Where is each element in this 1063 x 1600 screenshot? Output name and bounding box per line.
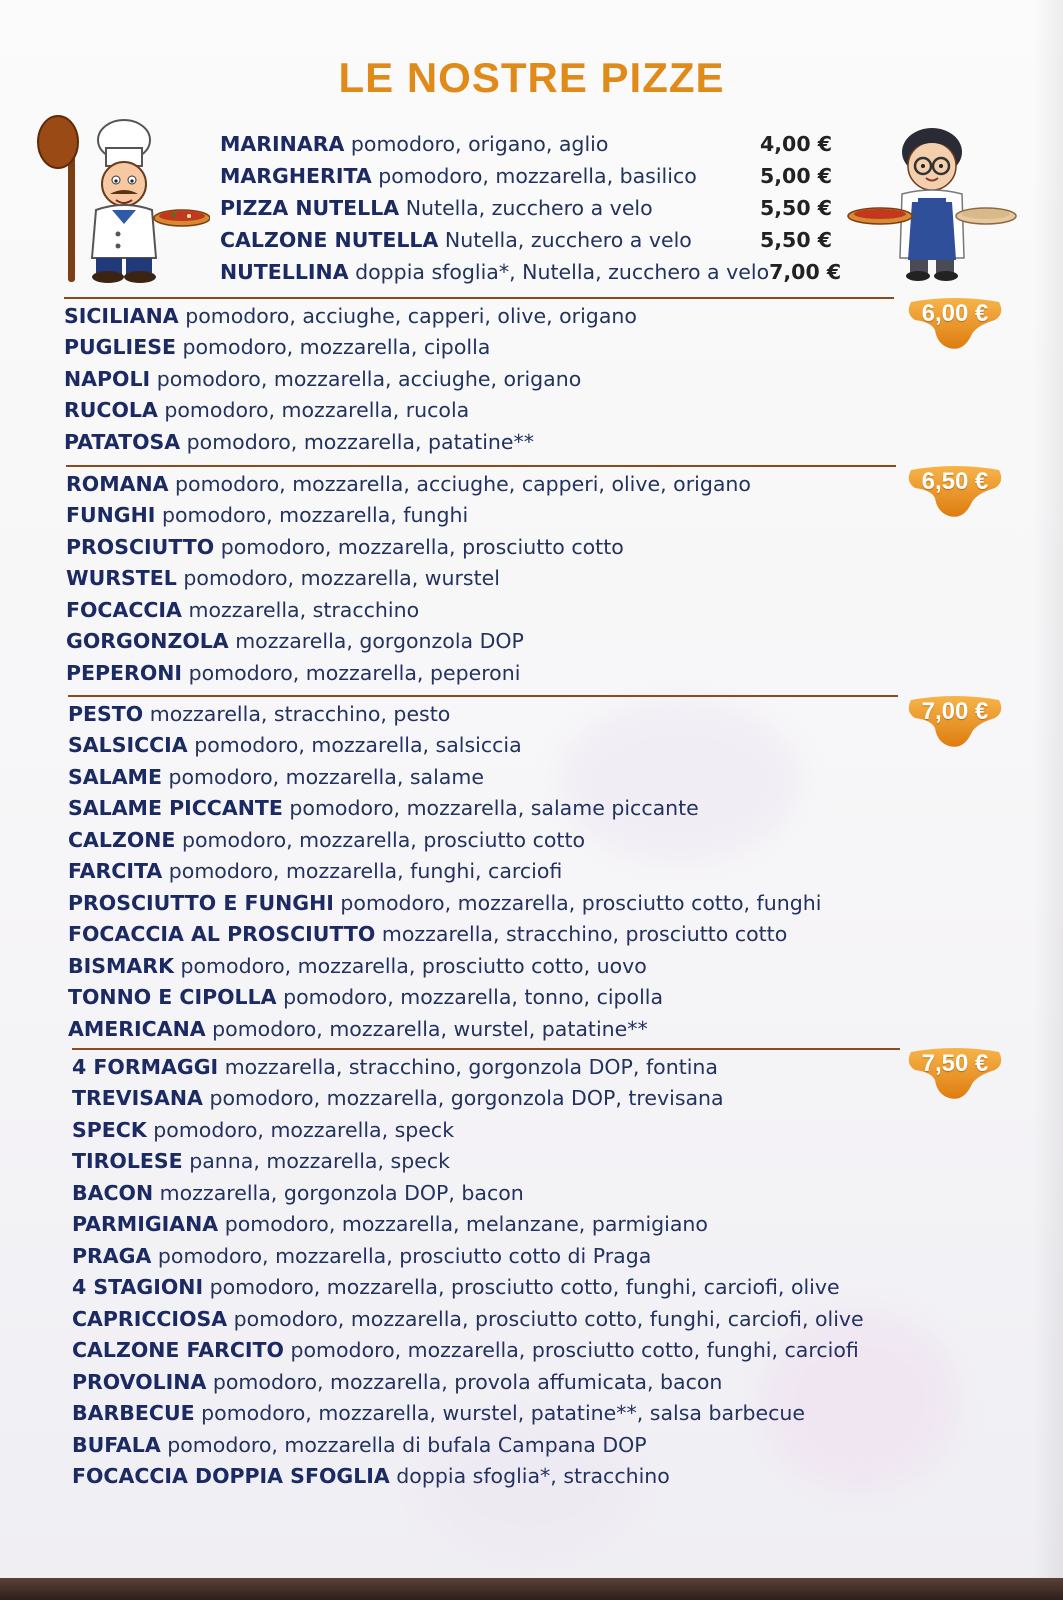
pizza-ingredients: mozzarella, gorgonzola DOP	[235, 629, 524, 653]
pizza-name: CALZONE FARCITO	[72, 1338, 284, 1362]
menu-item	[68, 824, 585, 855]
pizza-ingredients: pomodoro, mozzarella, gorgonzola DOP, trevisana	[209, 1086, 724, 1110]
menu-item	[72, 1177, 524, 1208]
pizza-name: FOCACCIA DOPPIA SFOGLIA	[72, 1464, 390, 1488]
pizza-ingredients: pomodoro, mozzarella, funghi, carciofi	[168, 859, 563, 883]
pizza-ingredients: pomodoro, mozzarella, salame	[168, 764, 484, 789]
pizza-name: SALAME	[68, 764, 162, 789]
item-price: 5,00 €	[760, 164, 832, 188]
pizza-name: NUTELLINA	[220, 260, 349, 284]
pizza-name: 4 FORMAGGI	[72, 1054, 219, 1079]
menu-item	[72, 1083, 724, 1114]
menu-item	[72, 1209, 708, 1240]
menu-item	[220, 256, 842, 288]
menu-item	[72, 1240, 651, 1271]
pizza-name: NAPOLI	[64, 366, 151, 391]
section-divider	[66, 465, 896, 467]
menu-item	[68, 887, 821, 918]
menu-item	[68, 919, 787, 950]
menu-item	[72, 1146, 450, 1177]
pizza-name: BARBECUE	[72, 1401, 195, 1425]
item-price: 5,50 €	[760, 196, 832, 220]
pizza-chef-icon	[34, 112, 210, 284]
menu-item	[66, 626, 524, 657]
pizza-ingredients: pomodoro, mozzarella, tonno, cipolla	[283, 985, 664, 1009]
menu-item	[68, 1013, 648, 1044]
price-badge	[905, 1046, 1005, 1102]
pizza-name: CALZONE	[68, 827, 176, 852]
menu-item	[64, 426, 534, 457]
price-badge	[905, 464, 1005, 520]
menu-item	[72, 1303, 864, 1334]
pizza-ingredients: pomodoro, acciughe, capperi, olive, origano	[185, 303, 637, 328]
pizza-ingredients: pomodoro, origano, aglio	[350, 132, 609, 156]
pizza-ingredients: pomodoro, mozzarella, wurstel	[183, 566, 500, 590]
menu-item	[72, 1051, 718, 1082]
pizza-ingredients: pomodoro, mozzarella, melanzane, parmigiano	[224, 1212, 708, 1236]
pizza-name: BISMARK	[68, 953, 174, 978]
menu-item	[64, 332, 490, 363]
item-price: 5,50 €	[760, 228, 832, 252]
pizza-name: SPECK	[72, 1117, 147, 1142]
menu-item	[68, 793, 699, 824]
pizza-ingredients: Nutella, zucchero a velo	[405, 196, 653, 220]
menu-item	[72, 1114, 454, 1145]
pizza-name: CAPRICCIOSA	[72, 1306, 228, 1331]
pizza-ingredients: pomodoro, mozzarella, acciughe, origano	[156, 366, 582, 391]
pizza-name: PESTO	[68, 701, 144, 726]
pizza-ingredients: pomodoro, mozzarella, prosciutto cotto, funghi	[340, 890, 822, 915]
menu-item	[72, 1335, 859, 1366]
pizza-ingredients: pomodoro, mozzarella, speck	[153, 1117, 455, 1142]
section-price: 6,00 €	[921, 300, 989, 327]
pizza-ingredients: pomodoro, mozzarella, wurstel, patatine**	[212, 1016, 648, 1041]
pizza-name: GORGONZOLA	[66, 629, 229, 653]
pizza-ingredients: mozzarella, stracchino, gorgonzola DOP, fontina	[224, 1054, 718, 1079]
menu-item	[220, 160, 830, 192]
menu-item	[68, 856, 562, 887]
menu-item	[68, 730, 522, 761]
menu-item	[66, 531, 624, 562]
pizza-name: PUGLIESE	[64, 335, 176, 359]
pizza-boy-icon	[846, 118, 1018, 284]
pizza-ingredients: pomodoro, mozzarella, funghi	[161, 503, 469, 527]
pizza-ingredients: Nutella, zucchero a velo	[444, 228, 692, 252]
section-divider	[68, 695, 898, 697]
menu-item	[72, 1272, 840, 1303]
pizza-name: PIZZA NUTELLA	[220, 196, 400, 220]
pizza-name: 4 STAGIONI	[72, 1275, 204, 1299]
pizza-ingredients: pomodoro, mozzarella, prosciutto cotto, funghi, carciofi, olive	[233, 1306, 864, 1331]
pizza-ingredients: doppia sfoglia*, stracchino	[396, 1464, 670, 1488]
pizza-name: RUCOLA	[64, 398, 158, 422]
menu-item	[72, 1461, 670, 1492]
page-edge-shadow	[1033, 0, 1063, 1600]
section-price: 7,00 €	[921, 698, 989, 725]
pizza-ingredients: mozzarella, stracchino, pesto	[149, 701, 451, 726]
menu-item	[68, 982, 663, 1013]
pizza-ingredients: doppia sfoglia*, Nutella, zucchero a velo	[355, 260, 770, 284]
pizza-ingredients: pomodoro, mozzarella, wurstel, patatine**, salsa barbecue	[201, 1401, 805, 1425]
section-price: 7,50 €	[921, 1050, 989, 1077]
item-price: 4,00 €	[760, 132, 832, 156]
pizza-name: TIROLESE	[72, 1149, 183, 1173]
pizza-ingredients: pomodoro, mozzarella, prosciutto cotto, funghi, carciofi, olive	[209, 1275, 840, 1299]
pizza-ingredients: pomodoro, mozzarella, prosciutto cotto di Praga	[157, 1243, 652, 1268]
menu-item	[64, 395, 469, 426]
pizza-ingredients: pomodoro, mozzarella, peperoni	[188, 660, 521, 685]
pizza-name: SALAME PICCANTE	[68, 796, 283, 820]
pizza-name: PARMIGIANA	[72, 1212, 219, 1236]
section-divider	[64, 297, 894, 299]
price-badge	[905, 296, 1005, 352]
pizza-name: SALSICCIA	[68, 733, 188, 757]
pizza-name: WURSTEL	[66, 566, 177, 590]
menu-item	[68, 698, 450, 729]
pizza-ingredients: pomodoro, mozzarella, prosciutto cotto, funghi, carciofi	[290, 1338, 859, 1362]
section-price: 6,50 €	[921, 468, 989, 495]
pizza-name: PROSCIUTTO	[66, 534, 215, 559]
pizza-ingredients: pomodoro, mozzarella, prosciutto cotto	[181, 827, 586, 852]
price-badge	[905, 694, 1005, 750]
menu-item	[72, 1398, 805, 1429]
menu-item	[72, 1429, 647, 1460]
pizza-name: TONNO E CIPOLLA	[68, 985, 277, 1009]
pizza-name: BACON	[72, 1180, 154, 1205]
table-edge	[0, 1578, 1063, 1600]
menu-item	[72, 1366, 722, 1397]
pizza-ingredients: pomodoro, mozzarella, salsiccia	[194, 733, 522, 757]
pizza-ingredients: mozzarella, gorgonzola DOP, bacon	[159, 1180, 524, 1205]
pizza-ingredients: pomodoro, mozzarella di bufala Campana DOP	[167, 1432, 647, 1457]
pizza-ingredients: mozzarella, stracchino, prosciutto cotto	[381, 922, 788, 946]
pizza-name: FARCITA	[68, 859, 163, 883]
pizza-name: CALZONE NUTELLA	[220, 228, 439, 252]
pizza-name: AMERICANA	[68, 1016, 206, 1041]
menu-item	[220, 128, 830, 160]
menu-item	[66, 468, 751, 499]
pizza-ingredients: pomodoro, mozzarella, rucola	[164, 398, 470, 422]
pizza-ingredients: pomodoro, mozzarella, acciughe, capperi, olive, origano	[175, 471, 751, 496]
pizza-name: FUNGHI	[66, 503, 156, 527]
menu-title: LE NOSTRE PIZZE	[338, 54, 725, 101]
pizza-name: PRAGA	[72, 1243, 152, 1268]
pizza-name: PATATOSA	[64, 429, 181, 454]
background-watercolor	[560, 700, 800, 860]
menu-item	[66, 594, 419, 625]
pizza-ingredients: panna, mozzarella, speck	[189, 1149, 450, 1173]
menu-item	[220, 192, 830, 224]
pizza-ingredients: pomodoro, mozzarella, patatine**	[186, 429, 535, 454]
pizza-ingredients: pomodoro, mozzarella, basilico	[378, 164, 697, 188]
menu-item	[64, 300, 637, 331]
menu-item	[68, 761, 484, 792]
menu-item	[68, 950, 647, 981]
pizza-ingredients: pomodoro, mozzarella, salame piccante	[289, 796, 699, 820]
pizza-name: PROVOLINA	[72, 1369, 207, 1394]
pizza-name: TREVISANA	[72, 1086, 203, 1110]
section-divider	[72, 1048, 900, 1050]
pizza-ingredients: pomodoro, mozzarella, prosciutto cotto, uovo	[180, 953, 647, 978]
menu-item	[64, 363, 581, 394]
pizza-name: SICILIANA	[64, 303, 179, 328]
menu-item	[66, 500, 468, 531]
menu-item	[66, 563, 500, 594]
pizza-ingredients: pomodoro, mozzarella, provola affumicata, bacon	[212, 1369, 723, 1394]
pizza-name: ROMANA	[66, 471, 169, 496]
item-price: 7,00 €	[769, 260, 842, 284]
pizza-ingredients: pomodoro, mozzarella, prosciutto cotto	[220, 534, 624, 559]
pizza-ingredients: pomodoro, mozzarella, cipolla	[182, 335, 491, 359]
pizza-name: BUFALA	[72, 1432, 161, 1457]
pizza-ingredients: mozzarella, stracchino	[188, 597, 420, 622]
pizza-name: FOCACCIA AL PROSCIUTTO	[68, 922, 376, 946]
menu-item	[220, 224, 830, 256]
pizza-name: MARGHERITA	[220, 164, 372, 188]
pizza-name: PEPERONI	[66, 660, 183, 685]
menu-item	[66, 657, 520, 688]
pizza-name: PROSCIUTTO E FUNGHI	[68, 890, 334, 915]
pizza-name: FOCACCIA	[66, 597, 182, 622]
pizza-name: MARINARA	[220, 132, 345, 156]
top-pizza-list	[220, 128, 842, 288]
